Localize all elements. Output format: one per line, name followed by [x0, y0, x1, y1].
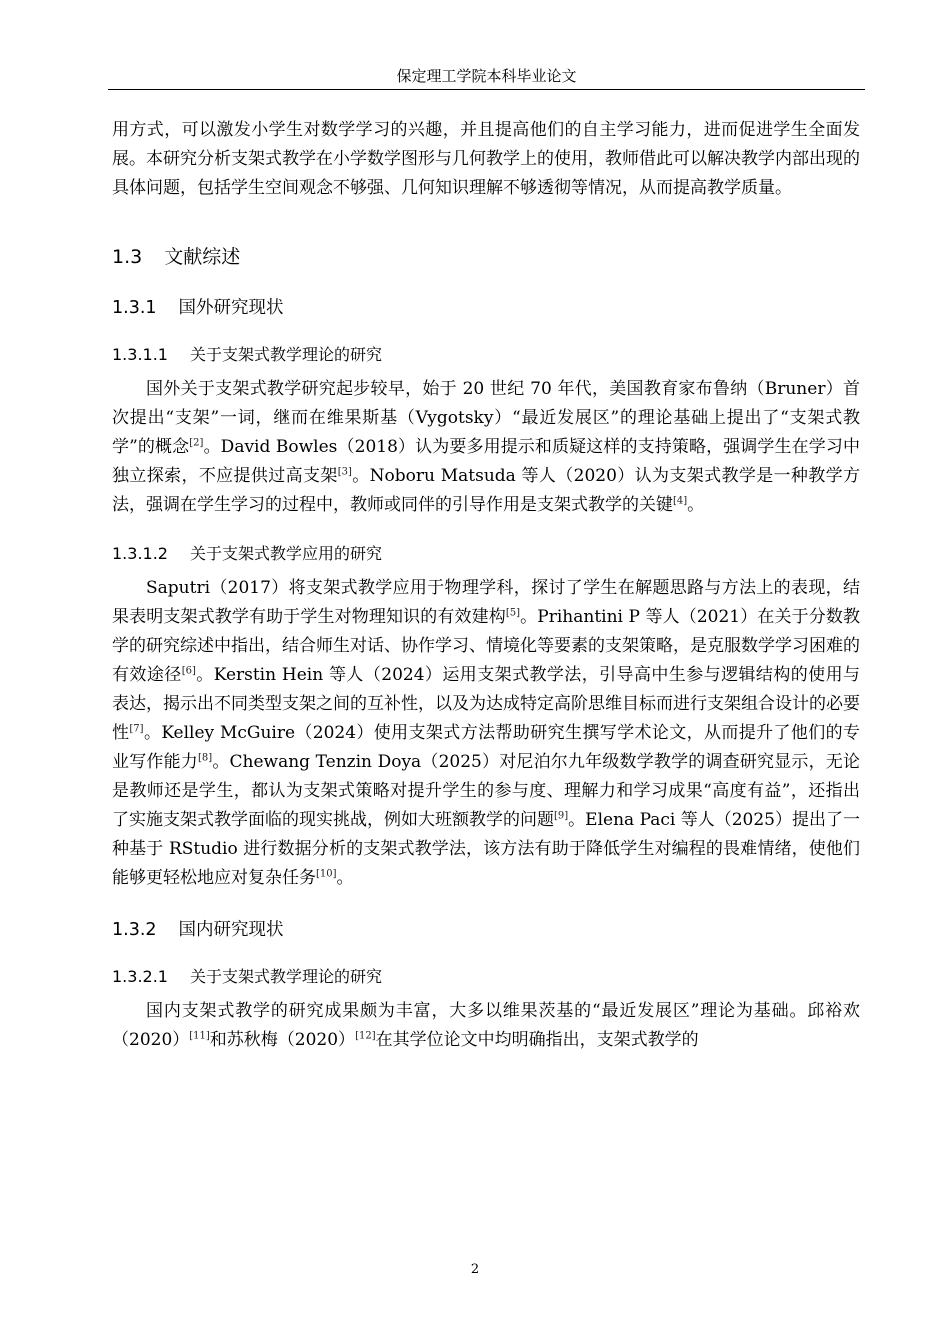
heading-number: 1.3.1 [112, 298, 157, 318]
text-run: 。David Bowles（2018）认为要多用提示和质疑这样的支持策略，强调学生在学习中独立探索，不应提供过高支架 [112, 437, 860, 486]
page-content [112, 116, 860, 1055]
heading-title: 国外研究现状 [178, 298, 284, 318]
citation: [12] [355, 1030, 376, 1042]
running-header: 保定理工学院本科毕业论文 [396, 67, 577, 85]
text-run: 国内支架式教学的研究成果颇为丰富，大多以维果茨基的“最近发展区”理论为基础。邱裕欢（2020） [112, 1001, 860, 1050]
heading-1-3-1 [112, 295, 860, 321]
heading-number: 1.3.2 [112, 920, 157, 940]
citation: [3] [337, 466, 352, 478]
text-run: 。Elena Paci 等人（2025）提出了一种基于 RStudio 进行数据分析的支架式教学法，该方法有助于降低学生对编程的畏难情绪，使他们能够更轻松地应对复杂任务 [112, 810, 861, 888]
heading-number: 1.3 [112, 246, 143, 268]
text-run: 。Chewang Tenzin Doya（2025）对尼泊尔九年级数学教学的调查研究显示，无论是教师还是学生，都认为支架式策略对提升学生的参与度、理解力和学习成果“高度有益”，还指出了实施支架式教学面临的现实挑战，例如大班额教学的问题 [112, 752, 860, 830]
text-run: 。Noboru Matsuda 等人（2020）认为支架式教学是一种教学方法，强调在学生学习的过程中，教师或同伴的引导作用是支架式教学的关键 [112, 466, 861, 515]
heading-title: 关于支架式教学理论的研究 [189, 967, 382, 986]
heading-1-3-1-1 [112, 343, 860, 367]
text-run: 。Kerstin Hein 等人（2024）运用支架式教学法，引导高中生参与逻辑结构的使用与表达，揭示出不同类型支架之间的互补性，以及为达成特定高阶思维目标而进行支架组合设计的必要性 [112, 665, 861, 743]
text-run: 。Kelley McGuire（2024）使用支架式方法帮助研究生撰写学术论文，从而提升了他们的专业写作能力 [112, 723, 861, 772]
citation: [7] [129, 723, 144, 735]
citation: [10] [316, 868, 337, 880]
citation: [4] [673, 495, 688, 507]
heading-title: 国内研究现状 [178, 920, 284, 940]
heading-1-3 [112, 243, 860, 271]
text-run: 在其学位论文中均明确指出，支架式教学的 [375, 1030, 699, 1050]
text-run: Saputri（2017）将支架式教学应用于物理学科，探讨了学生在解题思路与方法上的表现，结果表明支架式教学有助于学生对物理知识的有效建构 [112, 578, 860, 627]
citation: [8] [197, 752, 213, 764]
text-run: 。 [336, 868, 354, 888]
citation: [6] [181, 665, 196, 677]
text-run: 。 [687, 495, 705, 515]
citation: [5] [505, 607, 521, 619]
intro-paragraph: 用方式，可以激发小学生对数学学习的兴趣，并且提高他们的自主学习能力，进而促进学生全面发展。本研究分析支架式教学在小学数学图形与几何教学上的使用，教师借此可以解决教学内部出现的具体问题，包括学生空间观念不够强、几何知识理解不够透彻等情况，从而提高教学质量。 [112, 120, 860, 198]
text-run: 。Prihantini P 等人（2021）在关于分数教学的研究综述中指出，结合师生对话、协作学习、情境化等要素的支架策略，是克服数学学习困难的有效途径 [112, 607, 860, 685]
heading-number: 1.3.2.1 [112, 967, 168, 986]
heading-title: 文献综述 [164, 246, 241, 268]
heading-title: 关于支架式教学应用的研究 [189, 544, 382, 563]
heading-1-3-2-1 [112, 965, 860, 989]
heading-1-3-1-2 [112, 542, 860, 566]
header-rule [108, 89, 865, 90]
text-run: 和苏秋梅（2020） [209, 1030, 356, 1050]
heading-title: 关于支架式教学理论的研究 [189, 345, 382, 364]
heading-number: 1.3.1.2 [112, 544, 168, 563]
paragraph-foreign-theory [112, 375, 860, 520]
citation: [2] [189, 437, 204, 449]
heading-number: 1.3.1.1 [112, 345, 168, 364]
text-run: 国外关于支架式教学研究起步较早，始于 20 世纪 70 年代，美国教育家布鲁纳（Bruner）首次提出“支架”一词，继而在维果斯基（Vygotsky）“最近发展区”的理论基础上提出了“支架式教学”的概念 [112, 379, 860, 457]
paragraph-domestic-theory [112, 997, 860, 1055]
citation: [11] [189, 1030, 210, 1042]
citation: [9] [554, 810, 569, 822]
paragraph-foreign-application [112, 574, 860, 893]
page-number: 2 [470, 1262, 480, 1277]
heading-1-3-2 [112, 917, 860, 943]
